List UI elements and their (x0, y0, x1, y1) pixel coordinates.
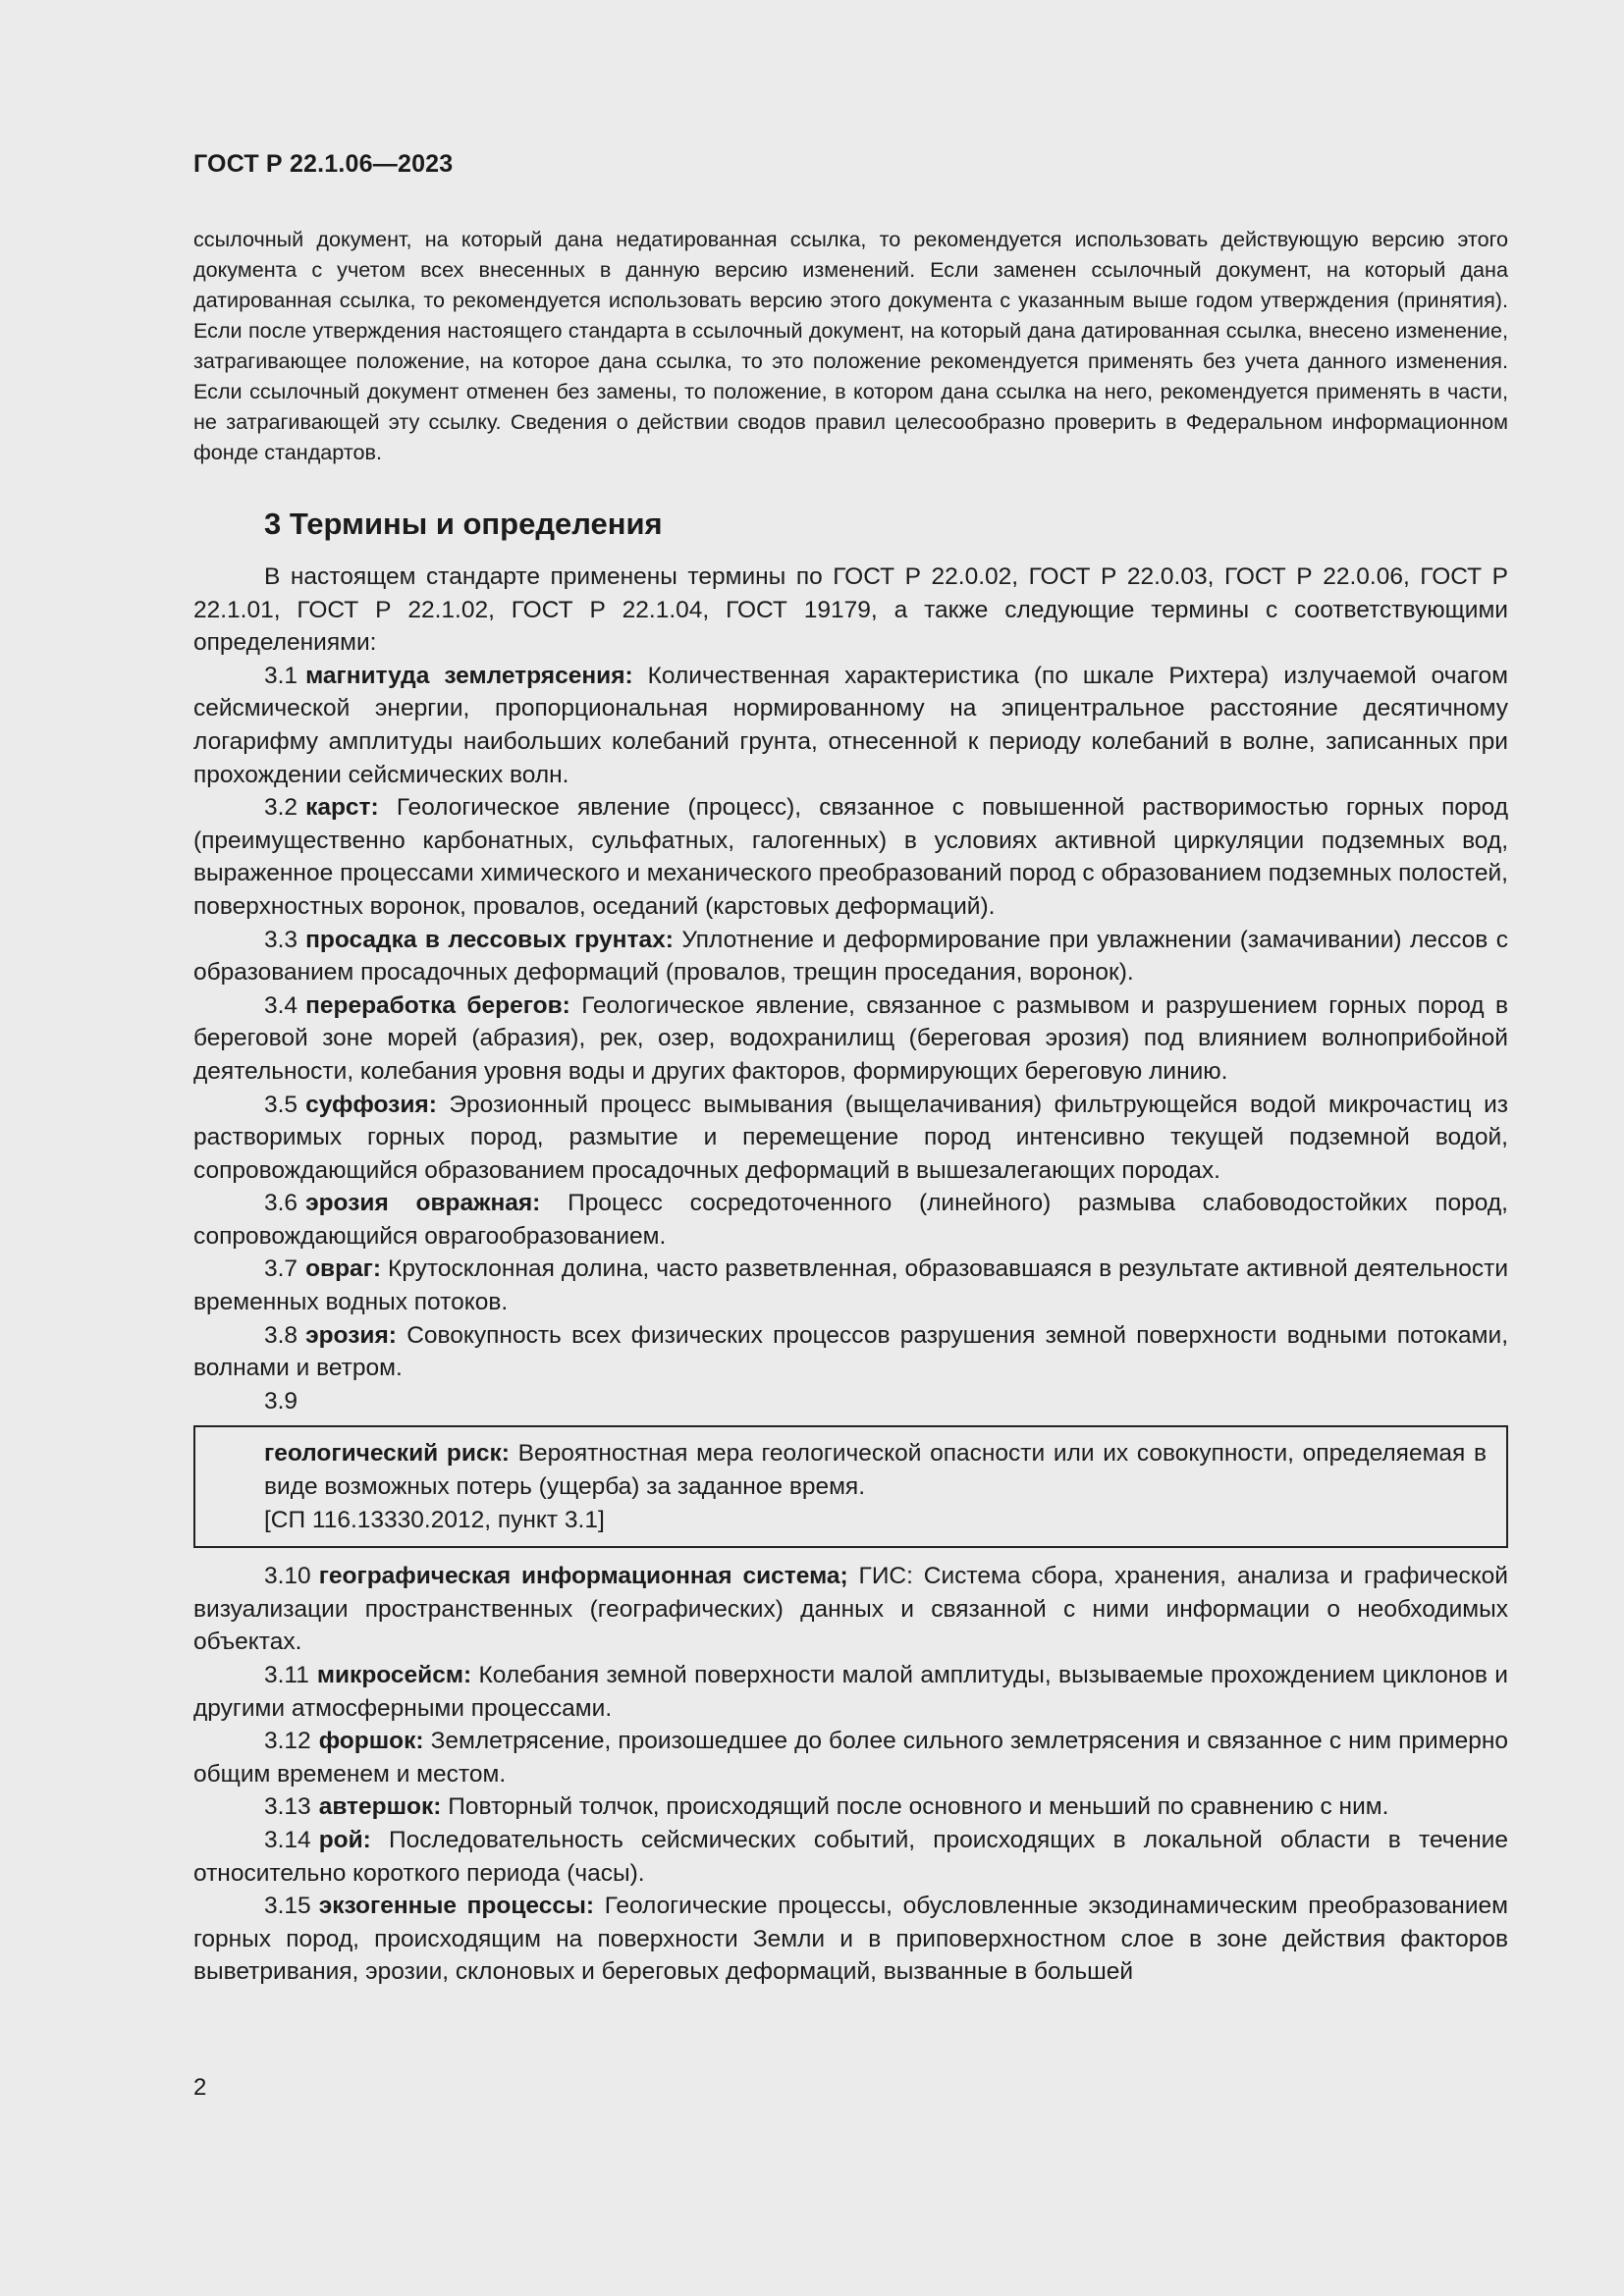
term-definition: Последовательность сейсмических событий, происходящих в локальной области в течение относительно короткого периода (часы). (193, 1826, 1508, 1887)
term-definition: Геологическое явление (процесс), связанное с повышенной растворимостью горных пород (преимущественно карбонатных, сульфатных, галогенных) в условиях активной циркуляции подземных вод, выраженное процессами химического и механического преобразований пород с образованием подземных полостей, поверхностных воронок, провалов, оседаний (карстовых деформаций). (193, 794, 1508, 920)
term-entry (193, 1824, 1508, 1890)
term-name: форшок: (318, 1728, 424, 1755)
term-definition: Количественная характеристика (по шкале Рихтера) излучаемой очагом сейсмической энергии, пропорциональная нормированному на эпицентральное расстояние десятичному логарифму амплитуды наибольших колебаний грунта, отнесенной к периоду колебаний в волне, записанных при прохождении сейсмических волн. (193, 662, 1508, 788)
boxed-term-entry (264, 1437, 1487, 1503)
term-name: экзогенные процессы: (318, 1893, 595, 1920)
term-number: 3.12 (264, 1728, 311, 1755)
term-name: автершок: (318, 1793, 442, 1821)
term-entry (193, 1560, 1508, 1659)
term-entry (193, 1319, 1508, 1385)
page-number: 2 (193, 2074, 207, 2101)
term-definition: Совокупность всех физических процессов разрушения земной поверхности водными потоками, волнами и ветром. (193, 1321, 1508, 1382)
term-name: географическая информационная система; (318, 1563, 848, 1590)
term-entry (193, 1187, 1508, 1253)
section-intro: В настоящем стандарте применены термины по ГОСТ Р 22.0.02, ГОСТ Р 22.0.03, ГОСТ Р 22.0.06, ГОСТ Р 22.1.01, ГОСТ Р 22.1.02, ГОСТ Р 22.1.04, ГОСТ 19179, а также следующие термины с соответствующими определениями: (193, 563, 1508, 657)
term-number: 3.15 (264, 1893, 311, 1920)
term-number: 3.4 (264, 991, 298, 1019)
term-number: 3.14 (264, 1826, 311, 1853)
boxed-term-number: 3.9 (264, 1387, 298, 1415)
term-definition: Вероятностная мера геологической опасности или их совокупности, определяемая в виде возможных потерь (ущерба) за заданное время. (264, 1440, 1488, 1501)
term-number: 3.7 (264, 1255, 298, 1283)
term-definition: Крутосклонная долина, часто разветвленная, образовавшаяся в результате активной деятельности временных водных потоков. (193, 1255, 1508, 1316)
term-entry (193, 1089, 1508, 1188)
term-number: 3.2 (264, 794, 298, 822)
term-number: 3.3 (264, 926, 298, 953)
term-entry (193, 924, 1508, 989)
term-name: рой: (318, 1826, 371, 1853)
term-name: магнитуда землетрясения: (305, 662, 633, 689)
term-name: карст: (305, 794, 379, 822)
term-name: геологический риск: (264, 1440, 510, 1468)
boxed-term-source: [СП 116.13330.2012, пункт 3.1] (264, 1506, 605, 1533)
term-entry (193, 1253, 1508, 1318)
term-name: овраг: (305, 1255, 382, 1283)
term-definition: Землетрясение, произошедшее до более сильного землетрясения и связанное с ним примерно общим временем и местом. (193, 1728, 1508, 1788)
term-name: эрозия: (305, 1321, 397, 1349)
section-title: 3 Термины и определения (264, 507, 663, 541)
term-entry (193, 1790, 1508, 1824)
term-definition: Колебания земной поверхности малой амплитуды, вызываемые прохождением циклонов и другими атмосферными процессами. (193, 1662, 1508, 1722)
term-name: переработка берегов: (305, 991, 570, 1019)
term-number: 3.5 (264, 1091, 298, 1118)
term-entry (193, 660, 1508, 791)
term-entry (193, 1659, 1508, 1725)
term-name: эрозия овражная: (305, 1190, 541, 1217)
term-name: просадка в лессовых грунтах: (305, 926, 674, 953)
running-header: ГОСТ Р 22.1.06—2023 (193, 150, 454, 178)
term-definition: Повторный толчок, происходящий после основного и меньший по сравнению с ним. (448, 1793, 1389, 1821)
term-definition: Геологические процессы, обусловленные экзодинамическим преобразованием горных пород, происходящим на поверхности Земли и в приповерхностном слое в зоне действия факторов выветривания, эрозии, склоновых и береговых деформаций, вызванные в большей (193, 1893, 1508, 1986)
term-number: 3.11 (264, 1662, 309, 1688)
term-definition: Процесс сосредоточенного (линейного) размыва слабоводостойких пород, сопровождающийся оврагообразованием. (193, 1190, 1508, 1250)
term-number: 3.10 (264, 1563, 311, 1590)
term-entry (193, 989, 1508, 1089)
term-definition: Эрозионный процесс вымывания (выщелачивания) фильтрующейся водой микрочастиц из растворимых горных пород, размытие и перемещение пород интенсивно текущей подземной водой, сопровождающийся образованием просадочных деформаций в вышезалегающих породах. (193, 1091, 1508, 1184)
term-definition: ГИС: Система сбора, хранения, анализа и графической визуализации пространственных (географических) данных и связанной с ними информации о необходимых объектах. (193, 1563, 1508, 1656)
term-definition: Уплотнение и деформирование при увлажнении (замачивании) лессов с образованием просадочных деформаций (провалов, трещин проседания, воронок). (193, 926, 1508, 987)
term-number: 3.13 (264, 1793, 311, 1821)
term-entry (193, 791, 1508, 923)
term-entry (193, 1890, 1508, 1989)
term-name: микросейсм: (316, 1662, 472, 1688)
term-number: 3.6 (264, 1190, 298, 1217)
page-content (193, 224, 1508, 1989)
prelude-paragraph: ссылочный документ, на который дана недатированная ссылка, то рекомендуется использовать действующую версию этого документа с учетом всех внесенных в данную версию изменений. Если заменен ссылочный документ, на который дана датированная ссылка, то рекомендуется использовать версию этого документа с указанным выше годом утверждения (принятия). Если после утверждения настоящего стандарта в ссылочный документ, на который дана датированная ссылка, внесено изменение, затрагивающее положение, на которое дана ссылка, то это положение рекомендуется применять без учета данного изменения. Если ссылочный документ отменен без замены, то положение, в котором дана ссылка на него, рекомендуется применять в части, не затрагивающей эту ссылку. Сведения о действии сводов правил целесообразно проверить в Федеральном информационном фонде стандартов. (193, 227, 1508, 464)
term-number: 3.8 (264, 1321, 298, 1349)
term-entry (193, 1725, 1508, 1790)
term-name: суффозия: (305, 1091, 437, 1118)
boxed-term-frame (193, 1425, 1508, 1548)
term-number: 3.1 (264, 662, 298, 689)
term-definition: Геологическое явление, связанное с размывом и разрушением горных пород в береговой зоне морей (абразия), рек, озер, водохранилищ (береговая эрозия) под влиянием волноприбойной деятельности, колебания уровня воды и других факторов, формирующих береговую линию. (193, 991, 1508, 1085)
